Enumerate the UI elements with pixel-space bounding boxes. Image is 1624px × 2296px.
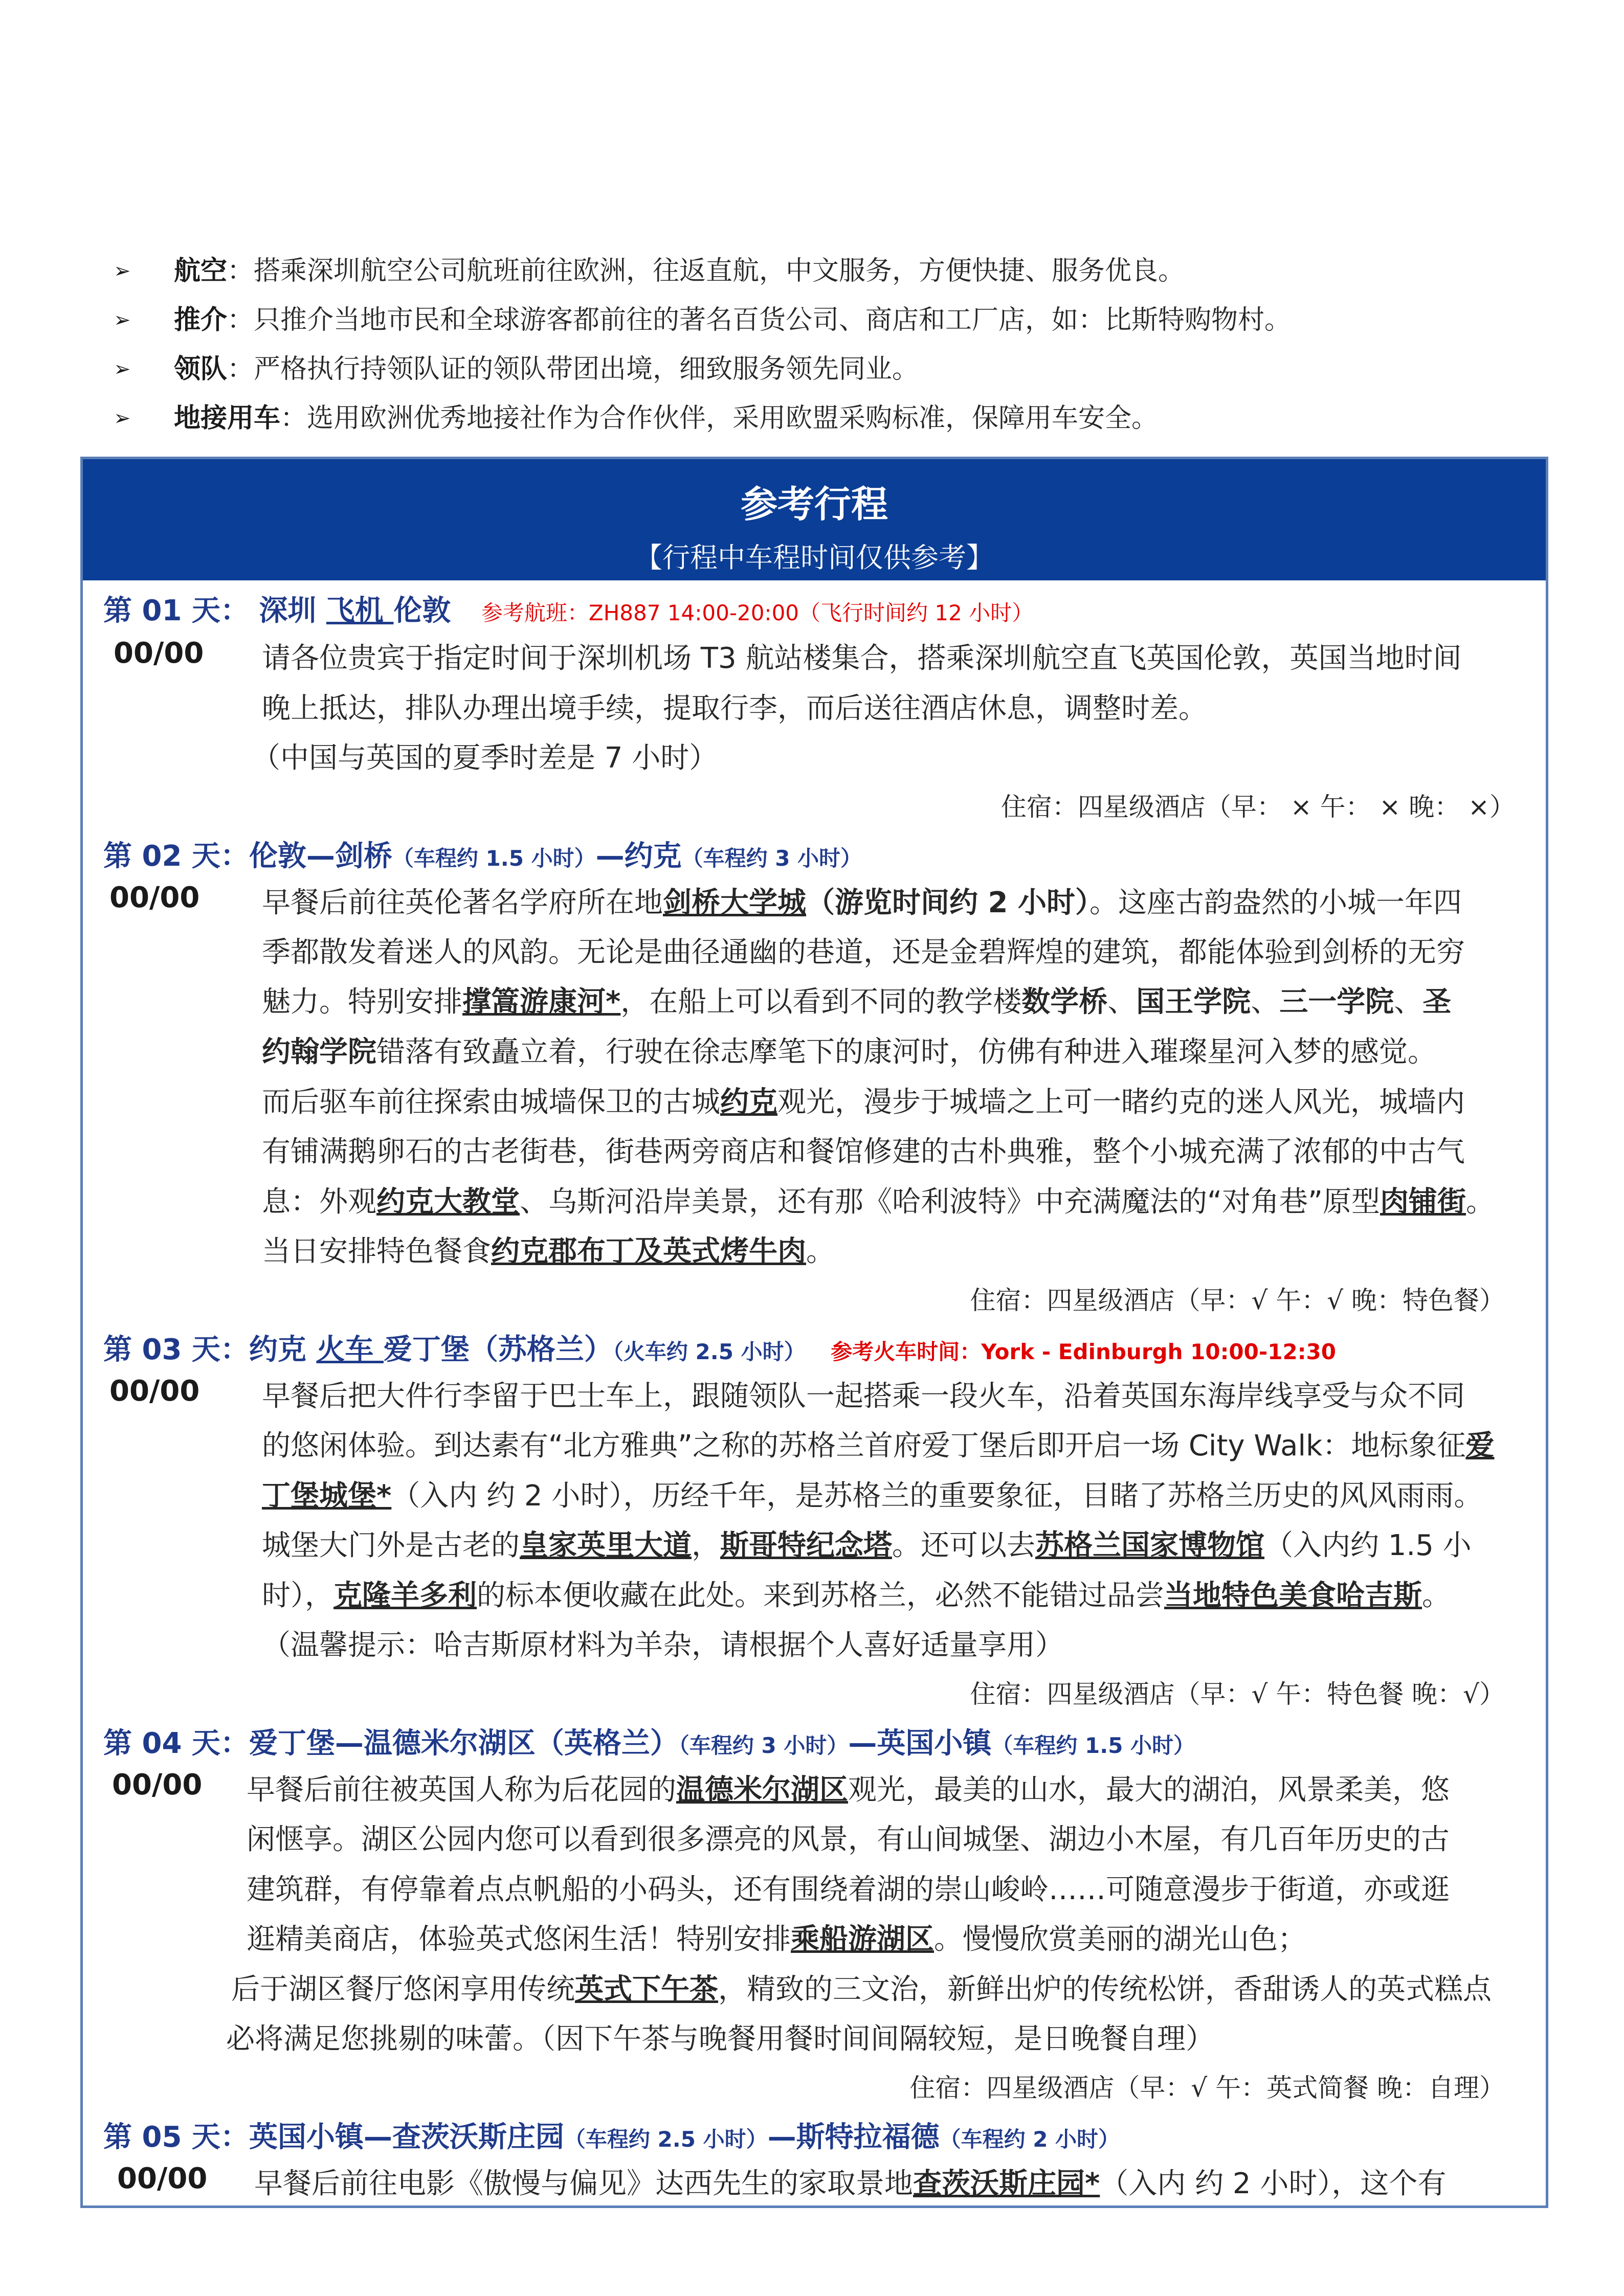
bullet-text: ：只推介当地市民和全球游客都前往的著名百货公司、商店和工厂店，如：比斯特购物村。	[227, 305, 1292, 335]
day-1-stay: 住宿：四星级酒店（早： × 午： × 晚： ×）	[1000, 792, 1515, 822]
day-5-line: 早餐后前往电影《傲慢与偏见》达西先生的家取景地查茨沃斯庄园*（入内 约 2 小时），这个有	[254, 2167, 1447, 2200]
day-4-stay: 住宿：四星级酒店（早：√ 午：英式简餐 晚：自理）	[909, 2073, 1505, 2103]
day-4-line: 闲惬享。湖区公园内您可以看到很多漂亮的风景，有山间城堡、湖边小木屋，有几百年历史的古	[247, 1823, 1450, 1856]
day-4-line: 后于湖区餐厅悠闲享用传统英式下午茶，精致的三文治，新鲜出炉的传统松饼，香甜诱人的英式糕点	[231, 1973, 1492, 2006]
day-4-line: 逛精美商店，体验英式悠闲生活！特别安排乘船游湖区。慢慢欣赏美丽的湖光山色；	[247, 1923, 1306, 1956]
day-4-date: 00/00	[112, 1768, 203, 1802]
day-2-date: 00/00	[109, 881, 200, 914]
bullet-text: ：选用欧洲优秀地接社作为合作伙伴，采用欧盟采购标准，保障用车安全。	[280, 403, 1159, 434]
day-3-train-ref: 参考火车时间：York - Edinburgh 10:00-12:30	[831, 1339, 1336, 1364]
day-4-line: 早餐后前往被英国人称为后花园的温德米尔湖区观光，最美的山水，最大的湖泊，风景柔美，悠	[247, 1773, 1450, 1807]
day-2-line: 而后驱车前往探索由城墙保卫的古城约克观光，漫步于城墙之上可一睹约克的迷人风光，城墙内	[262, 1086, 1465, 1119]
itinerary-title: 参考行程	[740, 483, 888, 526]
day-3-date: 00/00	[109, 1375, 200, 1408]
arrow-bullet-icon: ➢	[114, 308, 131, 332]
day-3-line: 时），克隆羊多利的标本便收藏在此处。来到苏格兰，必然不能错过品尝当地特色美食哈吉斯。	[262, 1579, 1451, 1612]
day-4-line: 必将满足您挑剔的味蕾。（因下午茶与晚餐用餐时间间隔较短，是日晚餐自理）	[226, 2022, 1214, 2056]
bullet-guide	[114, 345, 1546, 394]
arrow-bullet-icon: ➢	[114, 407, 131, 430]
day-2-line: 当日安排特色餐食约克郡布丁及英式烤牛肉。	[262, 1235, 835, 1268]
day-2-title: 第 02 天：伦敦—剑桥（车程约 1.5 小时）—约克（车程约 3 小时）	[103, 840, 862, 873]
day-1-line: （中国与英国的夏季时差是 7 小时）	[252, 741, 718, 775]
bullet-flight	[114, 246, 1546, 296]
day-5-title: 第 05 天：英国小镇—查茨沃斯庄园（车程约 2.5 小时）—斯特拉福德（车程约 2 小时）	[103, 2121, 1120, 2154]
day-3-line: 城堡大门外是古老的皇家英里大道，斯哥特纪念塔。还可以去苏格兰国家博物馆（入内约 1.5 小	[262, 1529, 1472, 1562]
day-2-line: 约翰学院错落有致矗立着，行驶在徐志摩笔下的康河时，仿佛有种进入璀璨星河入梦的感觉。	[262, 1036, 1436, 1069]
day-2-line: 季都散发着迷人的风韵。无论是曲径通幽的巷道，还是金碧辉煌的建筑，都能体验到剑桥的无穷	[262, 936, 1465, 969]
bullet-label: 航空	[174, 256, 228, 286]
day-1-line: 晚上抵达，排队办理出境手续，提取行李，而后送往酒店休息，调整时差。	[262, 692, 1207, 725]
day-1-flight-ref: 参考航班：ZH887 14:00-20:00（飞行时间约 12 小时）	[481, 600, 1034, 625]
day-2-line: 早餐后前往英伦著名学府所在地剑桥大学城（游览时间约 2 小时）。这座古韵盎然的小城一年四	[262, 886, 1462, 919]
day-1-line: 请各位贵宾于指定时间于深圳机场 T3 航站楼集合，搭乘深圳航空直飞英国伦敦，英国当地时间	[262, 642, 1462, 675]
day-1-title: 第 01 天： 深圳 飞机 伦敦 参考航班：ZH887 14:00-20:00（飞行时间约 12 小时）	[103, 594, 1034, 627]
arrow-bullet-icon: ➢	[114, 259, 131, 283]
day-4-line: 建筑群，有停靠着点点帆船的小码头，还有围绕着湖的崇山峻岭……可随意漫步于街道，亦或逛	[247, 1873, 1450, 1906]
day-3-stay: 住宿：四星级酒店（早：√ 午：特色餐 晚：√）	[970, 1679, 1505, 1709]
day-2-stay: 住宿：四星级酒店（早：√ 午：√ 晚：特色餐）	[970, 1286, 1505, 1315]
day-3-line: 丁堡城堡*（入内 约 2 小时），历经千年，是苏格兰的重要象征，目睹了苏格兰历史的风风雨雨。	[262, 1479, 1483, 1513]
day-3-line: （温馨提示：哈吉斯原材料为羊杂，请根据个人喜好适量享用）	[262, 1629, 1064, 1662]
bullet-shopping	[114, 296, 1546, 345]
itinerary-table	[80, 457, 1548, 2208]
day-2-line: 息：外观约克大教堂、乌斯河沿岸美景，还有那《哈利波特》中充满魔法的“对角巷”原型肉铺街。	[262, 1185, 1495, 1219]
bullet-label: 地接用车	[174, 403, 281, 434]
feature-bullets	[114, 246, 1546, 443]
bullet-label: 领队	[174, 354, 228, 385]
bullet-transport	[114, 394, 1546, 443]
day-3-title: 第 03 天：约克 火车 爱丁堡（苏格兰）（火车约 2.5 小时） 参考火车时间：York - Edinburgh 10:00-12:30	[103, 1333, 1336, 1366]
bullet-label: 推介	[174, 305, 228, 335]
bullet-text: ：严格执行持领队证的领队带团出境，细致服务领先同业。	[227, 354, 919, 385]
itinerary-subtitle: 【行程中车程时间仅供参考】	[635, 542, 994, 574]
bullet-text: ：搭乘深圳航空公司航班前往欧洲，往返直航，中文服务，方便快捷、服务优良。	[227, 256, 1185, 286]
day-3-line: 早餐后把大件行李留于巴士车上，跟随领队一起搭乘一段火车，沿着英国东海岸线享受与众不同	[262, 1380, 1465, 1413]
day-4-title: 第 04 天：爱丁堡—温德米尔湖区（英格兰）（车程约 3 小时）—英国小镇（车程约 1.5 小时）	[103, 1727, 1195, 1760]
itinerary-header	[83, 459, 1546, 580]
day-3-line: 的悠闲体验。到达素有“北方雅典”之称的苏格兰首府爱丁堡后即开启一场 City Walk：地标象征爱	[262, 1429, 1495, 1462]
day-5-date: 00/00	[117, 2162, 208, 2195]
day-2-line: 有铺满鹅卵石的古老街巷，街巷两旁商店和餐馆修建的古朴典雅，整个小城充满了浓郁的中古气	[262, 1135, 1465, 1168]
day-1-date: 00/00	[114, 637, 204, 670]
day-2-line: 魅力。特别安排撑篙游康河*，在船上可以看到不同的教学楼数学桥、国王学院、三一学院、圣	[262, 985, 1452, 1019]
arrow-bullet-icon: ➢	[114, 357, 131, 381]
